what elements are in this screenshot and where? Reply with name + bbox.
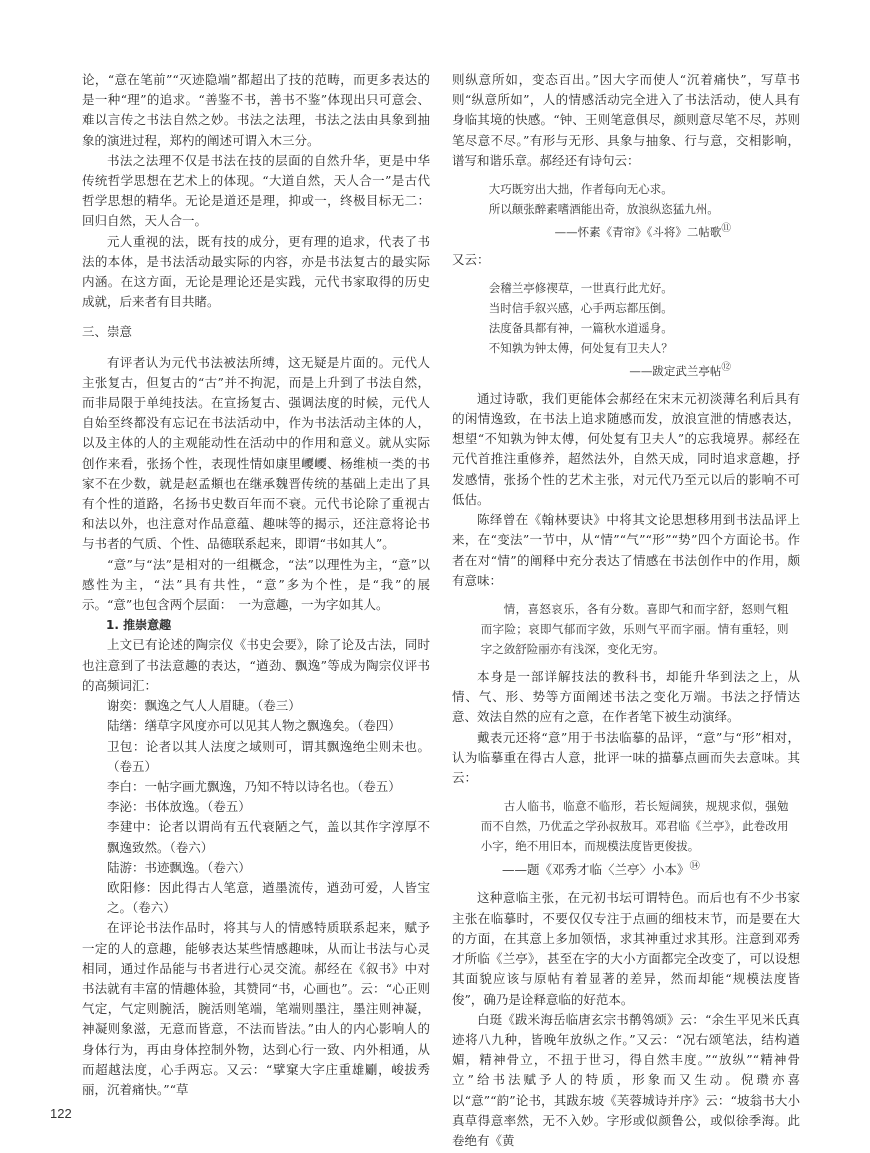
paragraph: 这种意临主张，在元初书坛可谓特色。而后也有不少书家主张在临摹时，不要仅仅专注于点画的细枝末节，而是要在大的方面，在其意上多加领悟，求其神重过求其形。注意到邓秀才所临《兰亭》，甚至在字的大小方面都完全改变了，可以设想其面貌应该与原帖有着显著的差异，然而却能“规模法度皆俊”，确乃是诠释意临的好范本。	[452, 890, 800, 1007]
paragraph: 论，“意在笔前”“灭迹隐端”都超出了技的范畴，而更多表达的是一种“理”的追求。“善鉴不书，善书不鉴”体现出只可意会、难以言传之书法自然之妙。书法之法理，书法之法由具象到抽象的演进过程，郑杓的阐述可谓入木三分。	[82, 72, 430, 148]
right-column	[452, 70, 800, 1151]
citation-line: 李泌：书体放逸。（卷五）	[107, 799, 251, 815]
paragraph: 陈绎曾在《翰林要诀》中将其文论思想移用到书法品评上来，在“变法”一节中，从“情”“气”“形”“势”四个方面论书。作者在对“情”的阐释中充分表达了情感在书法创作中的作用，颇有意味：	[452, 512, 800, 588]
block-quote: 古人临书，临意不临形，若长短阔狭，规规求似，强勉而不自然，乃优孟之学孙叔敖耳。邓君临《兰亭》，此卷改用小字，绝不用旧本，而规模法度皆更俊拔。	[480, 799, 789, 854]
paragraph: 白珽《跋米海岳临唐玄宗书鹡鸰颂》云：“余生平见米氏真迹将八九种，皆晚年放纵之作。”又云：“况右颂笔法，结构遒媚，精神骨立，不扭于世习，得自然丰度。”“放纵”“精神骨立”给书法赋予人的特质，形象而又生动。倪瓒亦喜以“意”“韵”论书，其跋东坡《芙蓉城诗并序》云：“坡翁书大小真草得意率然，无不入妙。字形或似颜鲁公，或似徐季海。此卷绝有《黄	[452, 1011, 800, 1148]
poem-source: ——怀素《青帘》《斗将》二帖歌⑪	[554, 223, 731, 239]
block-quote: 情，喜怒哀乐，各有分数。喜即气和而字舒，怒则气粗而字险；哀即气郁而字敛，乐则气平而字丽。情有重轻，则字之敛舒险丽亦有浅深，变化无穷。	[480, 601, 789, 656]
paragraph: 则纵意所如，变态百出。”因大字而使人“沉着痛快”，写草书则“纵意所如”，人的情感活动完全进入了书法活动，使人具有身临其境的快感。“钟、王则笔意俱尽，颜则意尽笔不尽，苏则笔尽意不尽。”有形与无形、具象与抽象、行与意，交相影响，谱写和谐乐章。郝经还有诗句云：	[452, 72, 800, 168]
footnote-marker: ⑭	[689, 860, 700, 873]
citation-line: 陆缮：缮草字风度亦可以见其人物之飘逸矣。（卷四）	[107, 718, 401, 734]
poem-line: 大巧既穷出大拙，作者每向无心求。	[488, 182, 673, 197]
citation-line: 李白：一帖字画尤飘逸，乃知不特以诗名也。（卷五）	[107, 778, 401, 794]
paragraph: “意”与“法”是相对的一组概念，“法”以理性为主，“意”以感性为主，“法”具有共性，“意”多为个性，是“我”的展示。“意”也包含两个层面： 一为意趣，一为字如其人。	[82, 556, 430, 613]
poem-line: 会稽兰亭修禊草，一世真行此尤好。	[488, 281, 673, 296]
quote-source: ——题《邓秀才临〈兰亭〉小本》⑭	[502, 860, 700, 878]
poem-line: 法度备具都有神，一篇秋水道遥身。	[488, 321, 673, 336]
citation-line: 李建中：论者以谓尚有五代衰陋之气，盖以其作字淳厚不飘逸致然。（卷六）	[107, 819, 430, 855]
paragraph: 又云：	[452, 251, 490, 267]
section-heading: 三、崇意	[82, 324, 133, 340]
poem-line: 当时信手叙兴感，心手两忘都压倒。	[488, 301, 673, 316]
page-number: 122	[50, 1106, 72, 1121]
paragraph: 元人重视的法，既有技的成分，更有理的追求，代表了书法的本体，是书法活动最实际的内容，亦是书法复古的最实际内涵。在这方面，无论是理论还是实践，元代书家取得的历史成就，后来者有目共睹。	[82, 233, 430, 310]
paragraph: 有评者认为元代书法被法所缚，这无疑是片面的。元代人主张复古，但复古的“古”并不拘泥，而是上升到了书法自然，而非局限于单纯技法。在宣扬复古、强调法度的时候，元代人自始至终都没有忘记在书法活动中，作为书法活动主体的人，以及主体的人的主观能动性在活动中的作用和意义。就从实际创作来看，张扬个性，表现性情如康里巎巎、杨维桢一类的书家不在少数，就是赵孟頫也在继承魏晋传统的基础上走出了具有个性的道路，名扬书史数百年而不衰。元代书论除了重视古和法以外，也注意对作品意蕴、趣味等的揭示，还注意将论书与书者的气质、个性、品德联系起来，即谓“书如其人”。	[82, 354, 430, 552]
citation-line: 欧阳修：因此得古人笔意，遒墨流传，遒劲可爱，人皆宝之。（卷六）	[107, 879, 430, 916]
paragraph: 上文已有论述的陶宗仪《书史会要》，除了论及古法，同时也注意到了书法意趣的表达，“遒劲、飘逸”等成为陶宗仪评书的高频词汇：	[82, 637, 430, 693]
poem-line: 不知孰为钟太傅，何处复有卫夫人？	[488, 341, 673, 356]
footnote-marker: ⑪	[721, 223, 731, 235]
citation-line: 卫包：论者以其人法度之域则可，谓其飘逸绝尘则未也。（卷五）	[107, 738, 430, 774]
paragraph: 本身是一部详解技法的教科书，却能升华到法之上，从情、气、形、势等方面阐述书法之变化万端。书法之抒情达意、效法自然的应有之意，在作者笔下被生动演绎。	[452, 668, 800, 725]
footnote-marker: ⑫	[721, 362, 731, 374]
citation-line: 陆游：书迹飘逸。（卷六）	[107, 859, 251, 875]
paragraph: 书法之法理不仅是书法在技的层面的自然升华，更是中华传统哲学思想在艺术上的体现。“大道自然，天人合一”是古代哲学思想的精华。无论是道还是理，抑或一，终极目标无二：回归自然，天人合一。	[82, 152, 430, 229]
paragraph: 戴表元还将“意”用于书法临摹的品评，“意”与“形”相对，认为临摹重在得古人意，批评一味的描摹点画而失去意味。其云：	[452, 729, 800, 785]
poem-line: 所以颠张醉素嗜酒能出奇，放浪纵恣猛九州。	[488, 202, 719, 217]
paragraph: 通过诗歌，我们更能体会郝经在宋末元初淡薄名利后具有的闲情逸致，在书法上追求随感而发，放浪宣泄的情感表达，想望“不知孰为钟太傅，何处复有卫夫人”的忘我境界。郝经在元代首推注重修养，超然法外，自然天成，同时追求意趣，抒发感情，张扬个性的艺术主张，对元代乃至元以后的影响不可低估。	[452, 390, 800, 507]
citation-line: 谢奕：飘逸之气人人眉睫。（卷三）	[107, 698, 301, 714]
left-column	[82, 70, 430, 1100]
poem-source: ——跋定武兰亭帖⑫	[629, 362, 731, 378]
subsection-heading: 1. 推崇意趣	[106, 618, 172, 633]
paragraph: 在评论书法作品时，将其与人的情感特质联系起来，赋予一定的人的意趣，能够表达某些情感趣味，从而让书法与心灵相同，通过作品能与书者进行心灵交流。郝经在《叙书》中对书法就有丰富的情趣体验，其赞同“书，心画也”。云：“心正则气定，气定则腕活，腕活则笔端，笔端则墨注，墨注则神凝，神凝则象滋，无意而皆意，不法而皆法。”由人的内心影响人的身体行为，再由身体控制外物，达到心行一致、内外相通，从而超越法度，心手两忘。又云：“擘窠大字庄重雄劚，峻拔秀丽，沉着痛快。”“草	[82, 920, 430, 1097]
